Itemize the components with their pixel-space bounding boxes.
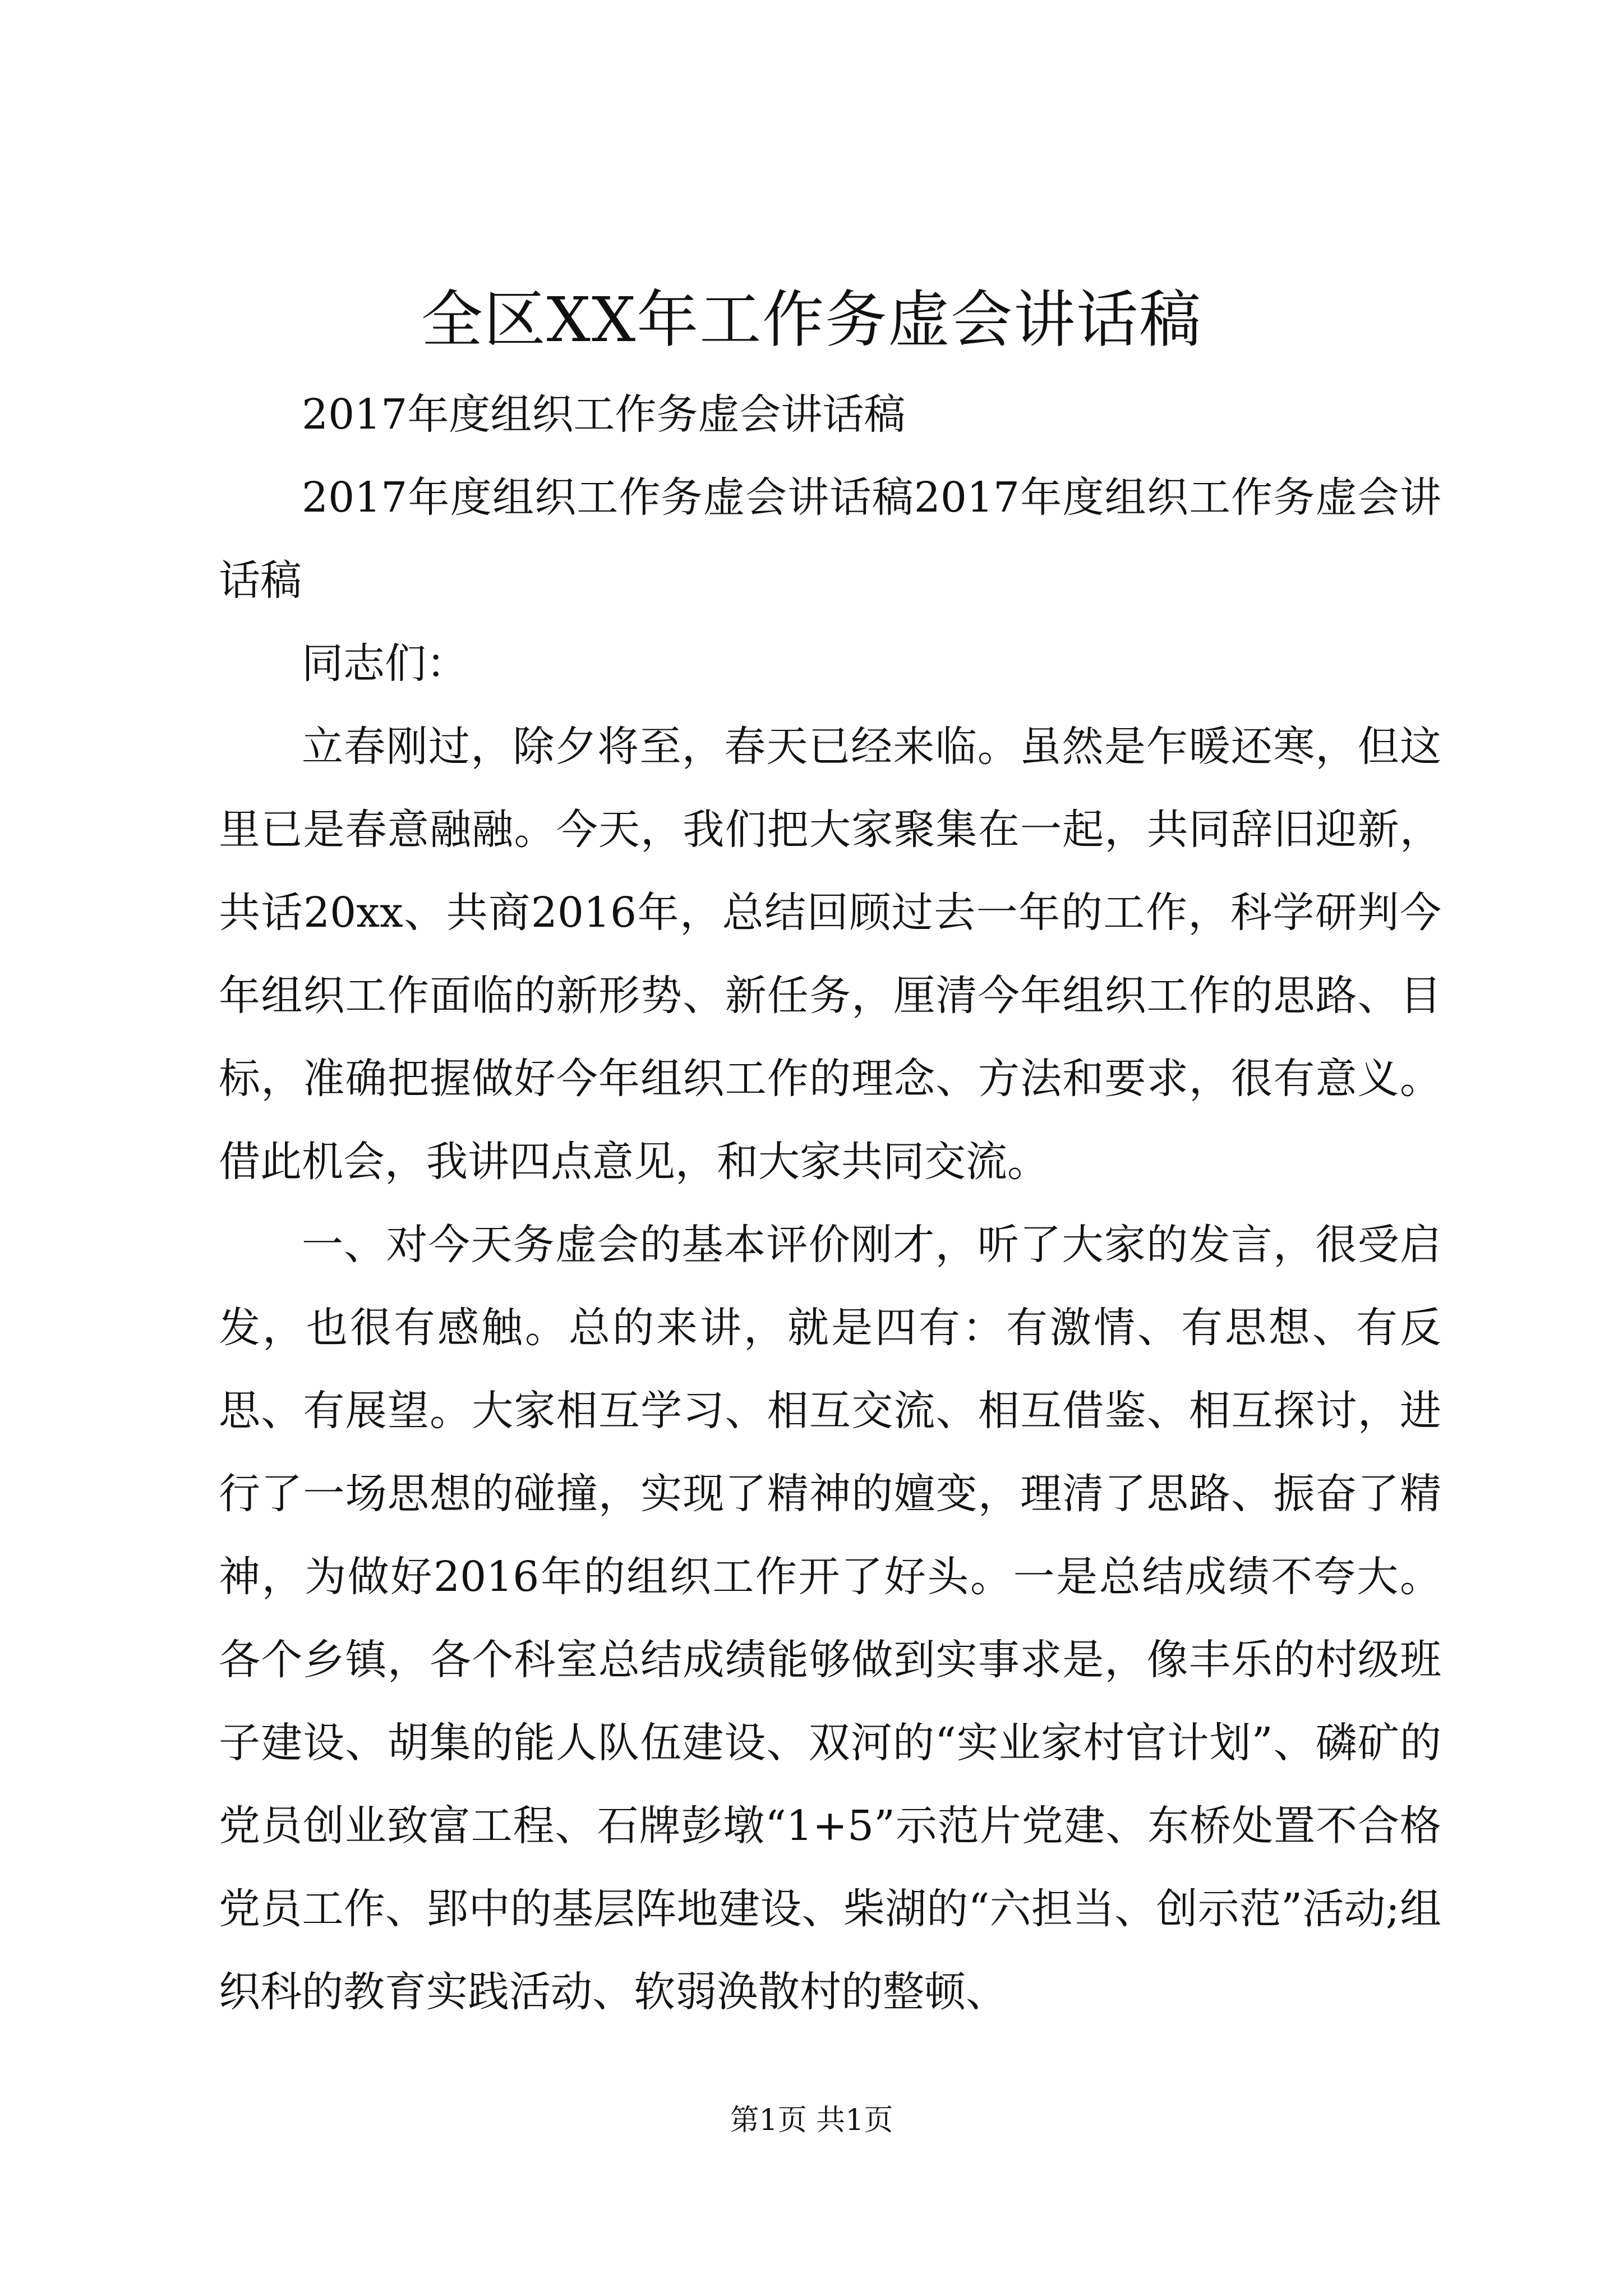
paragraph: 2017年度组织工作务虚会讲话稿 bbox=[302, 390, 906, 439]
page-footer: 第1页 共1页 bbox=[730, 2104, 893, 2137]
document-title: 全区XX年工作务虚会讲话稿 bbox=[421, 284, 1202, 356]
paragraph: 2017年度组织工作务虚会讲话稿2017年度组织工作务虚会讲话稿 bbox=[219, 473, 1441, 605]
paragraph: 同志们： bbox=[302, 639, 468, 688]
paragraph: 立春刚过，除夕将至，春天已经来临。虽然是乍暖还寒，但这里已是春意融融。今天，我们把大家聚集在一起，共同辞旧迎新，共话20xx、共商2016年，总结回顾过去一年的工作，科学研判今年组织工作面临的新形势、新任务，厘清今年组织工作的思路、目标，准确把握做好今年组织工作的理念、方法和要求，很有意义。借此机会，我讲四点意见，和大家共同交流。 bbox=[219, 723, 1441, 1186]
document-body bbox=[219, 373, 1441, 2033]
paragraph: 一、对今天务虚会的基本评价刚才，听了大家的发言，很受启发，也很有感触。总的来讲，就是四有：有激情、有思想、有反思、有展望。大家相互学习、相互交流、相互借鉴、相互探讨，进行了一场思想的碰撞，实现了精神的嬗变，理清了思路、振奋了精神，为做好2016年的组织工作开了好头。一是总结成绩不夸大。各个乡镇，各个科室总结成绩能够做到实事求是，像丰乐的村级班子建设、胡集的能人队伍建设、双河的“实业家村官计划”、磷矿的党员创业致富工程、石牌彭墩“1+5”示范片党建、东桥处置不合格党员工作、郢中的基层阵地建设、柴湖的“六担当、创示范”活动;组织科的教育实践活动、软弱涣散村的整顿、 bbox=[219, 1221, 1441, 2016]
